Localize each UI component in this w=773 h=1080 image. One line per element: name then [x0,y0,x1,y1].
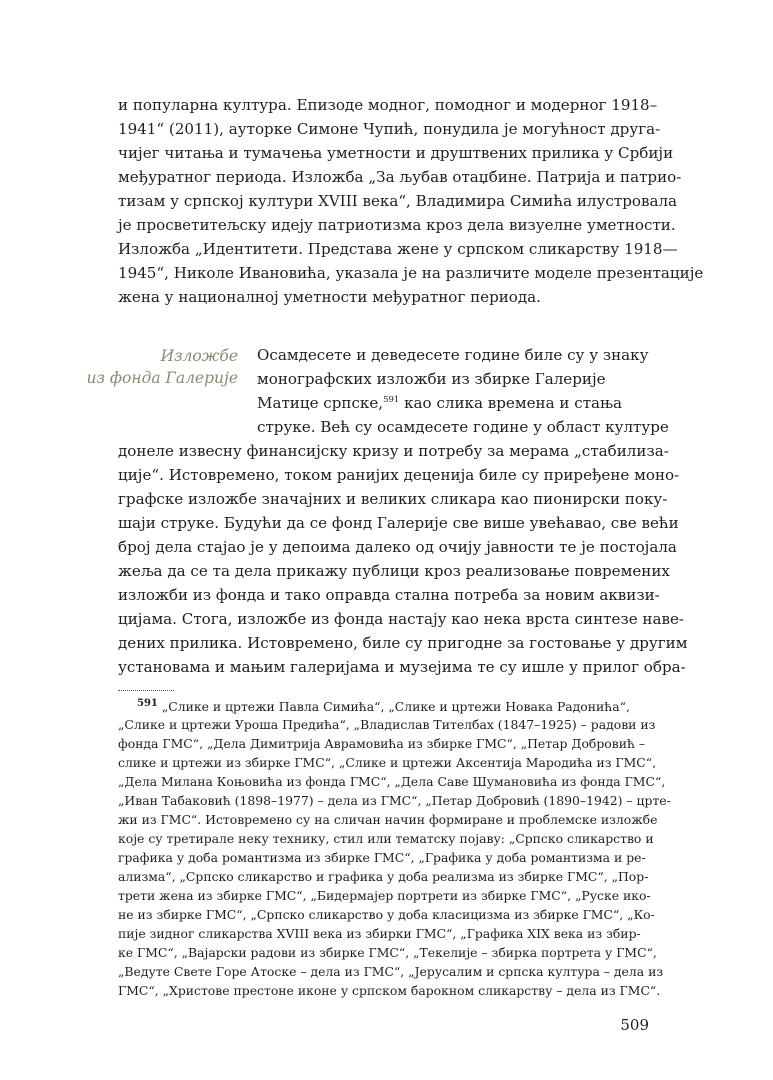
text-line: струке. Већ су осамдесете године у област културе [257,418,669,436]
text-line: монографских изложби из збирке Галерије [257,370,606,388]
text-line: изложби из фонда и тако оправда стална потреба за новим аквизи- [118,586,660,604]
text-line: број дела стајао је у депоима далеко од очију јавности те је постојала [118,538,677,556]
text-line: установама и мањим галеријама и музејима те су ишле у прилог обра- [118,658,686,676]
text-line: цијама. Стога, изложбе из фонда настају као нека врста синтезе наве- [118,610,685,628]
text-line: донеле извесну финансијску кризу и потребу за мерама „стабилиза- [118,442,669,460]
text-fragment: „Слике и цртежи Павла Симића“, „Слике и цртежи Новака Радонића“, [157,699,630,715]
text-line: је просветитељску идеју патриотизма кроз дела визуелне уметности. [118,216,676,234]
text-line: дених прилика. Истовремено, биле су пригодне за гостовање у другим [118,634,688,652]
footnote-line: жи из ГМС“. Истовремено су на сличан начин формиране и проблемске изложбе [118,812,658,827]
footnote-number: 591 [137,698,158,709]
text-fragment: као слика времена и стања [399,394,623,412]
side-heading-line: Изложбе [160,347,238,365]
footnote-line: ГМС“, „Христове престоне иконе у српском барокном сликарству – дела из ГМС“. [118,983,661,998]
footnote-reference[interactable]: 591 [383,394,400,405]
footnote-separator [118,690,174,691]
text-line [257,394,622,412]
footnote-line: „Слике и цртежи Уроша Предића“, „Владислав Тителбах (1847–1925) – радови из [118,717,656,732]
text-line: међуратног периода. Изложба „За љубав отаџбине. Патрија и патрио- [118,168,682,186]
text-line: жеља да се та дела прикажу публици кроз реализовање повремених [118,562,670,580]
page-number: 509 [620,1016,649,1034]
text-line: графске изложбе значајних и великих сликара као пионирски поку- [118,490,668,508]
footnote-line: слике и цртежи из збирке ГМС“, „Слике и цртежи Аксентија Мародића из ГМС“, [118,755,657,770]
footnote-line: „Иван Табаковић (1898–1977) – дела из ГМС“, „Петар Добровић (1890–1942) – црте- [118,793,671,808]
footnote-line: „Ведуте Свете Горе Атоске – дела из ГМС“, „Јерусалим и српска култура – дела из [118,964,664,979]
footnote-line: које су третирале неку технику, стил или тематску појаву: „Српско сликарство и [118,831,654,846]
text-line: и популарна култура. Епизоде модног, помодног и модерног 1918– [118,96,658,114]
text-line: шаји струке. Будући да се фонд Галерије све више увећавао, све већи [118,514,679,532]
text-line: жена у националној уметности међуратног периода. [118,288,541,306]
text-line: чијег читања и тумачења уметности и друштвених прилика у Србији [118,144,674,162]
side-heading-line: из фонда Галерије [86,369,238,387]
footnote-line [137,698,630,714]
text-line: тизам у српској култури XVIII века“, Владимира Симића илустровала [118,192,678,210]
text-line: 1941“ (2011), ауторке Симоне Чупић, понудила је могућност друга- [118,120,661,138]
footnote-line: трети жена из збирке ГМС“, „Бидермајер портрети из збирке ГМС“, „Руске ико- [118,888,651,903]
text-fragment: Матице српске, [257,394,384,412]
text-line: 1945“, Николе Ивановића, указала је на различите моделе презентације [118,264,704,282]
text-line: ције“. Истовремено, током ранијих деценија биле су приређене моно- [118,466,680,484]
text-line: Изложба „Идентитети. Представа жене у српском сликарству 1918— [118,240,678,258]
footnote-line: графика у доба романтизма из збирке ГМС“, „Графика у доба романтизма и ре- [118,850,646,865]
footnote-line: не из збирке ГМС“, „Српско сликарство у доба класицизма из збирке ГМС“, „Ко- [118,907,655,922]
footnote-line: ке ГМС“, „Вајарски радови из збирке ГМС“, „Текелије – збирка портрета у ГМС“, [118,945,657,960]
footnote-line: фонда ГМС“, „Дела Димитрија Аврамовића из збирке ГМС“, „Петар Добровић – [118,736,646,751]
footnote-line: пије зидног сликарства XVIII века из збирки ГМС“, „Графика XIX века из збир- [118,926,641,941]
text-line: Осамдесете и деведесете године биле су у знаку [257,346,649,364]
footnote-line: ализма“, „Српско сликарство и графика у доба реализма из збирке ГМС“, „Пор- [118,869,649,884]
footnote-line: „Дела Милана Коњовића из фонда ГМС“, „Дела Саве Шумановића из фонда ГМС“, [118,774,666,789]
